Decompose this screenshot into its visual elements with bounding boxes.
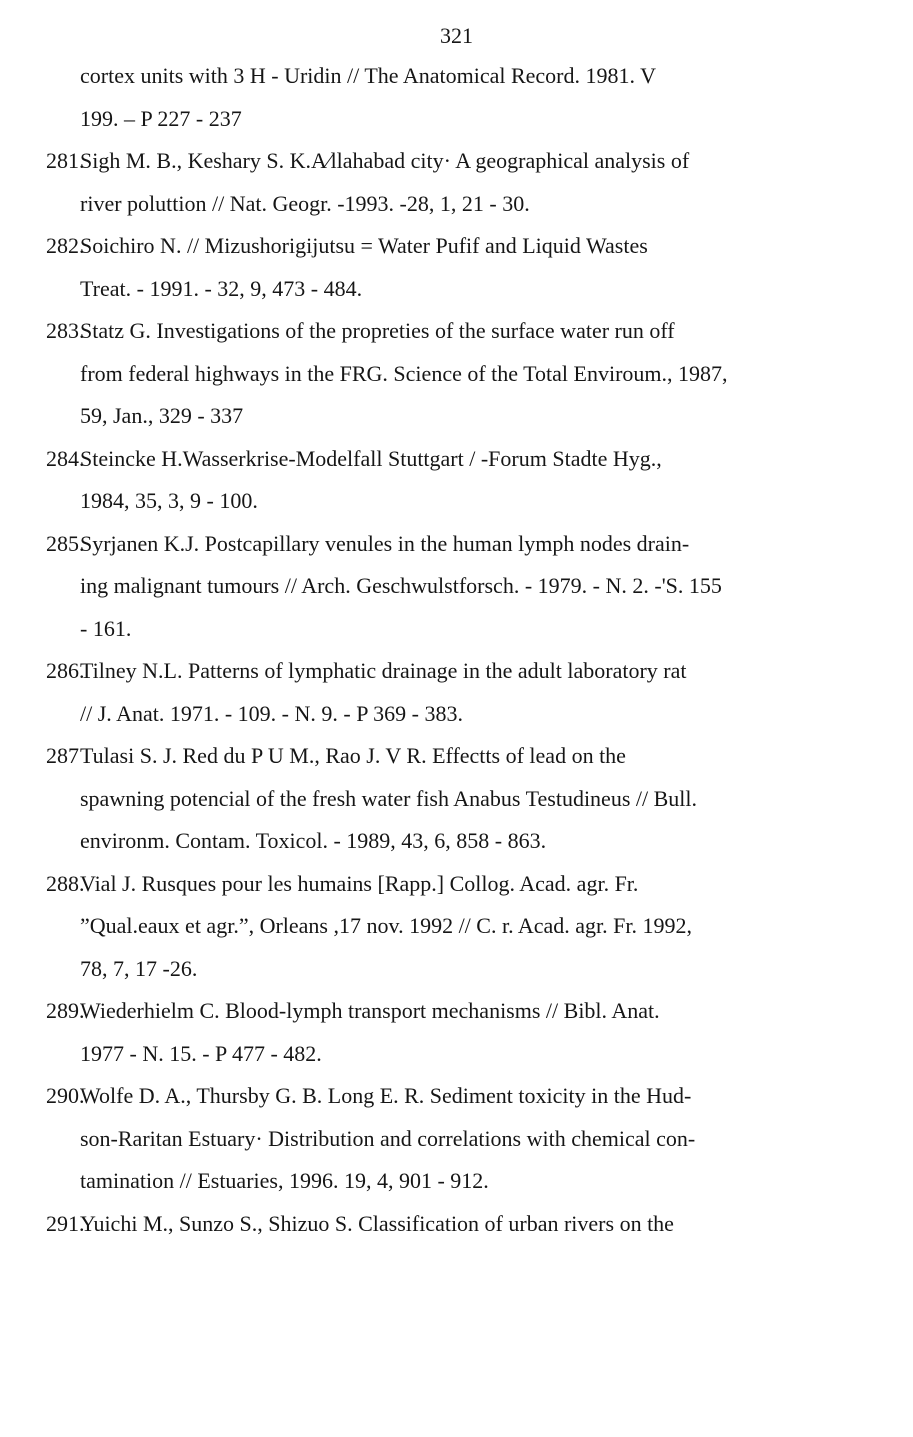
reference-entry	[46, 438, 868, 523]
reference-entry	[46, 523, 868, 651]
reference-entry	[46, 310, 868, 438]
reference-line: Wolfe D. A., Thursby G. B. Long E. R. Sediment toxicity in the Hud-	[80, 1083, 692, 1108]
reference-line: 199. – P 227 - 237	[80, 105, 242, 131]
reference-line: // J. Anat. 1971. - 109. - N. 9. - P 369 - 383.	[80, 700, 463, 726]
reference-line: son-Raritan Estuary· Distribution and correlations with chemical con-	[80, 1125, 696, 1151]
reference-entry	[46, 1203, 868, 1246]
reference-line: river poluttion // Nat. Geogr. -1993. -28, 1, 21 - 30.	[80, 190, 530, 216]
reference-line: - 161.	[80, 615, 132, 641]
reference-line: ”Qual.eaux et agr.”, Orleans ,17 nov. 1992 // C. r. Acad. agr. Fr. 1992,	[80, 913, 693, 938]
reference-list	[46, 55, 868, 1245]
reference-line: Steincke H.Wasserkrise-Modelfall Stuttgart / -Forum Stadte Hyg.,	[80, 445, 662, 471]
reference-number: 288.	[46, 870, 85, 896]
reference-line: Vial J. Rusques pour les humains [Rapp.] Collog. Acad. agr. Fr.	[80, 870, 639, 896]
reference-line: Syrjanen K.J. Postcapillary venules in the human lymph nodes drain-	[80, 530, 690, 556]
reference-entry	[46, 225, 868, 310]
reference-line: ing malignant tumours // Arch. Geschwulstforsch. - 1979. - N. 2. -'S. 155	[80, 573, 722, 598]
reference-number: 281.	[46, 148, 85, 173]
reference-line: Tulasi S. J. Red du P U M., Rao J. V R. Effectts of lead on the	[80, 743, 626, 768]
reference-number: 291.	[46, 1210, 85, 1236]
reference-entry	[46, 1075, 868, 1203]
reference-entry	[46, 650, 868, 735]
reference-number: 289.	[46, 998, 85, 1023]
reference-line: 1977 - N. 15. - P 477 - 482.	[80, 1040, 322, 1066]
reference-number: 286.	[46, 658, 85, 683]
reference-number: 287	[46, 743, 79, 768]
reference-line: tamination // Estuaries, 1996. 19, 4, 901 - 912.	[80, 1168, 489, 1193]
reference-line: 1984, 35, 3, 9 - 100.	[80, 488, 258, 513]
reference-number: 282.	[46, 233, 85, 258]
reference-number: 283.	[46, 318, 85, 343]
page-number: 321	[440, 23, 473, 48]
reference-entry	[46, 990, 868, 1075]
reference-line: cortex units with 3 H - Uridin // The Anatomical Record. 1981. V	[80, 63, 656, 88]
reference-line: Sigh M. B., Keshary S. K.A⁄llahabad city· A geographical analysis of	[80, 148, 690, 173]
reference-line: Wiederhielm C. Blood-lymph transport mechanisms // Bibl. Anat.	[80, 998, 660, 1023]
reference-entry	[46, 863, 868, 991]
reference-number: 285.	[46, 530, 85, 556]
reference-continuation	[46, 55, 868, 140]
reference-line: spawning potencial of the fresh water fish Anabus Testudineus // Bull.	[80, 785, 697, 811]
reference-line: 78, 7, 17 -26.	[80, 955, 198, 981]
reference-number: 284.	[46, 445, 85, 471]
reference-line: Tilney N.L. Patterns of lymphatic drainage in the adult laboratory rat	[80, 658, 687, 683]
reference-line: Statz G. Investigations of the propreties of the surface water run off	[80, 318, 675, 343]
reference-entry	[46, 735, 868, 863]
reference-line: Treat. - 1991. - 32, 9, 473 - 484.	[80, 275, 363, 301]
reference-line: environm. Contam. Toxicol. - 1989, 43, 6, 858 - 863.	[80, 828, 547, 853]
reference-line: 59, Jan., 329 - 337	[80, 403, 244, 428]
reference-entry	[46, 140, 868, 225]
reference-line: from federal highways in the FRG. Science of the Total Enviroum., 1987,	[80, 360, 728, 386]
reference-number: 290.	[46, 1083, 85, 1108]
reference-line: Soichiro N. // Mizushorigijutsu = Water Pufif and Liquid Wastes	[80, 233, 648, 258]
reference-line: Yuichi M., Sunzo S., Shizuo S. Classification of urban rivers on the	[80, 1210, 674, 1236]
